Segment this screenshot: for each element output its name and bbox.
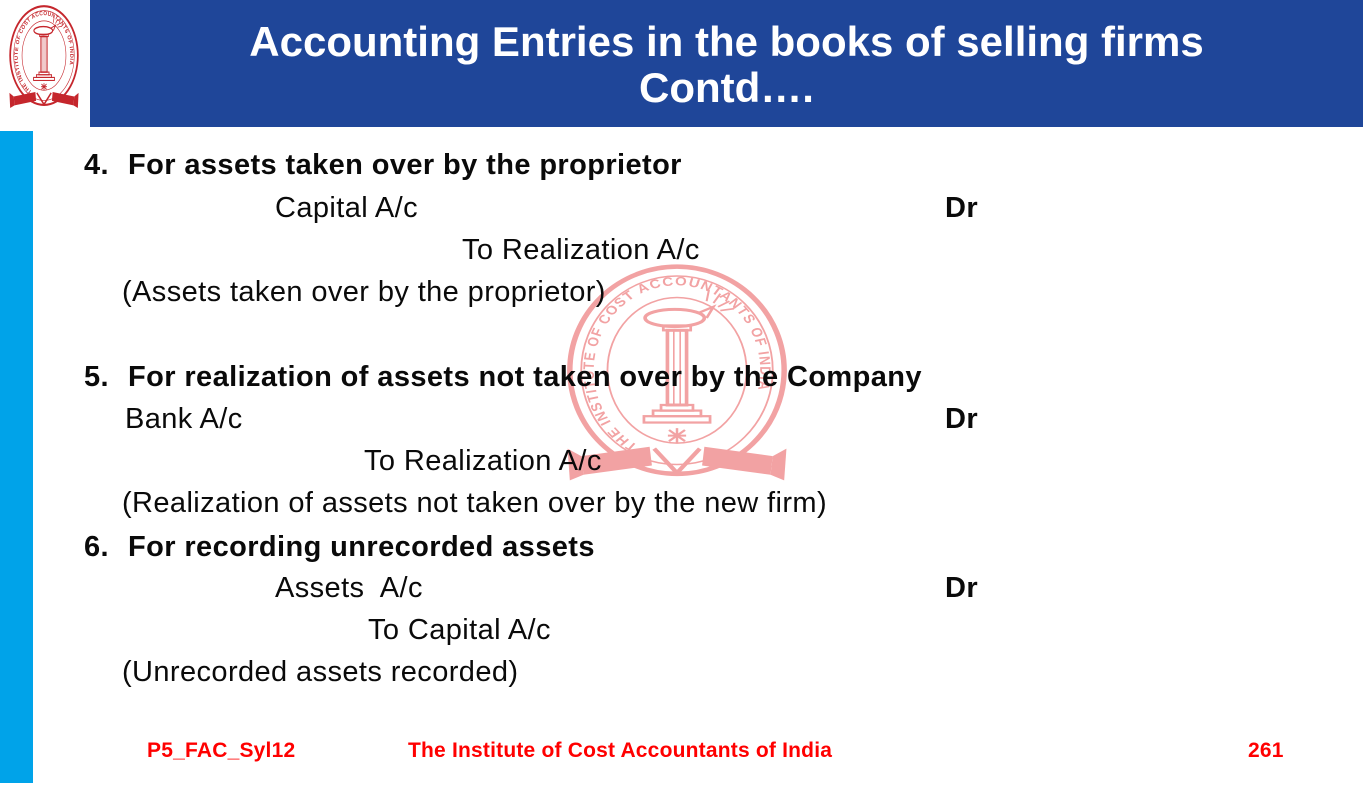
entry-5-debit-account: Bank A/c (125, 403, 243, 435)
entry-5-number: 5. (84, 361, 109, 393)
entry-6-debit-marker: Dr (945, 572, 979, 604)
entry-4-number: 4. (84, 149, 109, 181)
entry-5-heading-text: For realization of assets not taken over by the Company (128, 361, 922, 393)
entry-6-credit-line: To Capital A/c (368, 614, 551, 646)
entry-4-credit-line: To Realization A/c (462, 234, 700, 266)
entry-4-narration: (Assets taken over by the proprietor) (122, 276, 606, 308)
entry-5-credit-line: To Realization A/c (364, 445, 602, 477)
entry-6-narration: (Unrecorded assets recorded) (122, 656, 519, 688)
entry-4-debit-account: Capital A/c (275, 192, 419, 224)
entry-4-heading-text: For assets taken over by the proprietor (128, 149, 682, 181)
slide-title-contd: Contd…. (639, 64, 814, 112)
footer-course-code: P5_FAC_Syl12 (147, 739, 296, 762)
entry-5-heading (84, 361, 922, 394)
entry-4-heading (84, 149, 682, 182)
footer-institute-name: The Institute of Cost Accountants of India (408, 739, 833, 762)
footer-page-number: 261 (1248, 739, 1284, 762)
entry-6-heading-text: For recording unrecorded assets (128, 531, 595, 563)
entry-6-heading (84, 531, 595, 564)
entry-4-debit-marker: Dr (945, 192, 979, 224)
entry-5-narration: (Realization of assets not taken over by the new firm) (122, 487, 828, 519)
slide-title: Accounting Entries in the books of selling firms (249, 18, 1204, 66)
entry-6-debit-account: Assets A/c (275, 572, 423, 604)
entry-6-number: 6. (84, 531, 109, 563)
entry-5-debit-marker: Dr (945, 403, 979, 435)
